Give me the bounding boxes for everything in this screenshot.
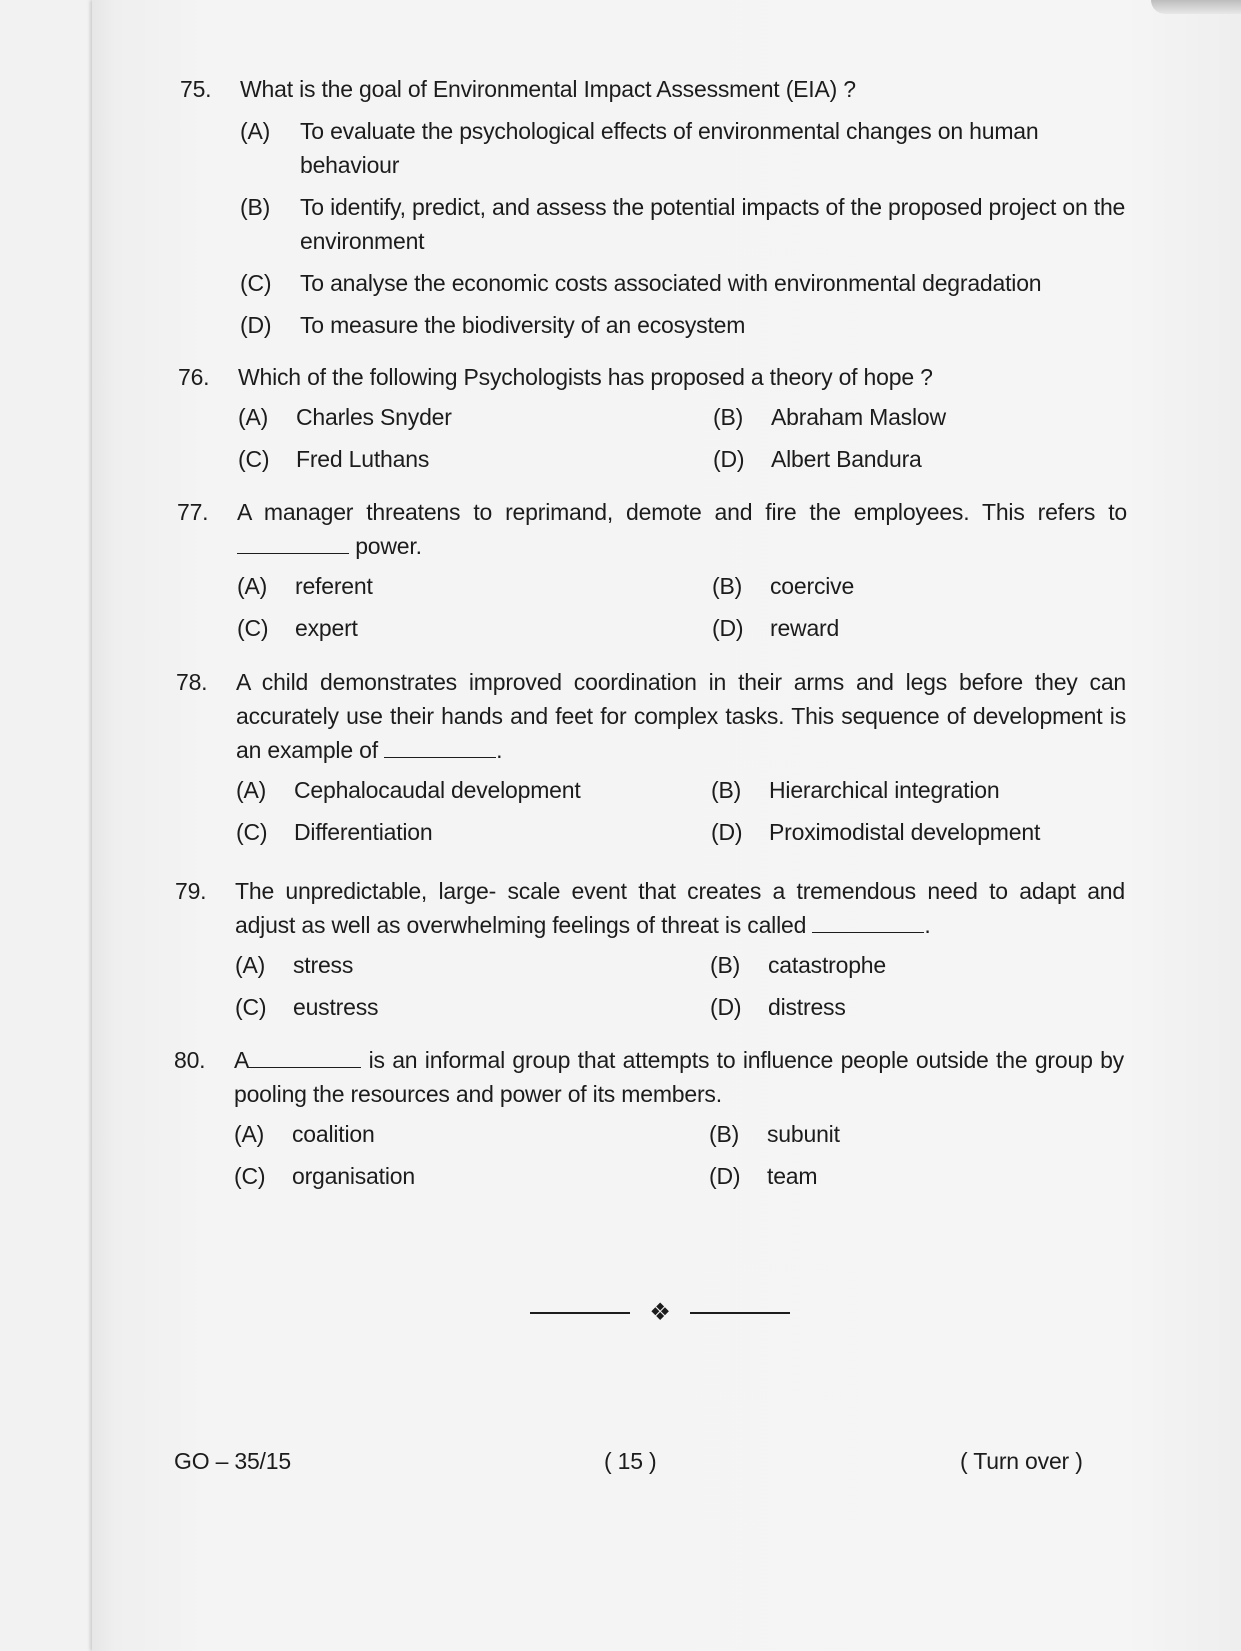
- option-a: [240, 114, 1130, 182]
- option-a: [237, 569, 712, 603]
- question-text-after: .: [924, 912, 931, 938]
- option-c: [235, 990, 710, 1024]
- question-80: [174, 1043, 1124, 1193]
- question-number: 78.: [176, 669, 208, 695]
- option-text: Albert Bandura: [771, 446, 922, 472]
- option-label: (D): [713, 446, 745, 472]
- question-number: 76.: [178, 364, 210, 390]
- option-b: [713, 400, 1113, 434]
- question-number: 79.: [175, 878, 207, 904]
- option-label: (B): [711, 777, 742, 803]
- option-text: To identify, predict, and assess the potential impacts of the proposed project on the environment: [300, 194, 1126, 254]
- end-divider: [530, 1298, 790, 1328]
- question-77: [177, 495, 1127, 645]
- paper-code: GO – 35/15: [174, 1448, 291, 1474]
- option-text: coalition: [292, 1121, 375, 1147]
- option-c: [234, 1159, 709, 1193]
- option-b: [240, 190, 1130, 258]
- option-label: (C): [235, 994, 267, 1020]
- option-text: coercive: [770, 573, 855, 599]
- option-d: [709, 1159, 1109, 1193]
- option-label: (A): [234, 1121, 265, 1147]
- answer-blank: [384, 737, 496, 758]
- option-text: expert: [295, 615, 358, 641]
- question-text-before: The unpredictable, large- scale event that creates a tremendous need to adapt and adjust as well as overwhelming feelings of threat is called: [235, 878, 1125, 938]
- option-label: (A): [240, 118, 271, 144]
- question-76: [178, 360, 1128, 476]
- question-number: 80.: [174, 1047, 206, 1073]
- option-text: To evaluate the psychological effects of environmental changes on human behaviour: [300, 118, 1039, 178]
- question-text: Which of the following Psychologists has proposed a theory of hope ?: [238, 364, 933, 390]
- option-text: Hierarchical integration: [769, 777, 1000, 803]
- question-text: [237, 495, 1127, 563]
- option-c: [240, 266, 1130, 300]
- option-a: [238, 400, 713, 434]
- turn-over-note: ( Turn over ): [960, 1448, 1083, 1474]
- option-label: (D): [709, 1163, 741, 1189]
- option-label: (C): [234, 1163, 266, 1189]
- option-b: [712, 569, 1112, 603]
- option-label: (A): [238, 404, 269, 430]
- option-text: distress: [768, 994, 846, 1020]
- option-a: [234, 1117, 709, 1151]
- option-text: Charles Snyder: [296, 404, 452, 430]
- option-d: [240, 308, 1130, 342]
- option-label: (B): [712, 573, 743, 599]
- options-grid: [236, 773, 1126, 849]
- option-d: [712, 611, 1112, 645]
- question-text-before: A child demonstrates improved coordination in their arms and legs before they can accurately use their hands and feet for complex tasks. This sequence of development is an example of: [236, 669, 1126, 763]
- option-text: reward: [770, 615, 840, 641]
- options-grid: [237, 569, 1127, 645]
- option-label: (C): [237, 615, 269, 641]
- option-text: Fred Luthans: [296, 446, 430, 472]
- question-text: [234, 1043, 1124, 1111]
- option-d: [713, 442, 1113, 476]
- page-number: ( 15 ): [604, 1448, 657, 1474]
- option-label: (C): [240, 270, 272, 296]
- option-b: [710, 948, 1110, 982]
- option-text: To analyse the economic costs associated with environmental degradation: [300, 270, 1042, 296]
- divider-line-right: [690, 1312, 790, 1314]
- option-label: (A): [236, 777, 267, 803]
- divider-line-left: [530, 1312, 630, 1314]
- answer-blank: [237, 533, 349, 554]
- option-label: (B): [710, 952, 741, 978]
- options-grid: [238, 400, 1128, 476]
- question-text-after: power.: [355, 533, 422, 559]
- question-text-before: A: [234, 1047, 250, 1073]
- option-text: referent: [295, 573, 373, 599]
- option-text: Proximodistal development: [769, 819, 1041, 845]
- option-label: (A): [235, 952, 266, 978]
- question-text: [236, 665, 1126, 767]
- option-b: [711, 773, 1111, 807]
- option-d: [710, 990, 1110, 1024]
- question-text-after: .: [496, 737, 503, 763]
- options-grid: [234, 1117, 1124, 1193]
- option-text: To measure the biodiversity of an ecosystem: [300, 312, 746, 338]
- option-label: (D): [711, 819, 743, 845]
- option-label: (D): [240, 312, 272, 338]
- option-text: eustress: [293, 994, 379, 1020]
- option-label: (B): [709, 1121, 740, 1147]
- option-text: stress: [293, 952, 354, 978]
- answer-blank: [812, 912, 924, 933]
- question-78: [176, 665, 1126, 849]
- option-b: [709, 1117, 1109, 1151]
- options-grid: [235, 948, 1125, 1024]
- option-label: (C): [236, 819, 268, 845]
- question-75: [180, 72, 1130, 342]
- option-c: [236, 815, 711, 849]
- option-label: (B): [713, 404, 744, 430]
- diamond-ornament-icon: ❖: [649, 1299, 671, 1326]
- option-text: organisation: [292, 1163, 415, 1189]
- option-text: Abraham Maslow: [771, 404, 946, 430]
- option-text: Differentiation: [294, 819, 433, 845]
- option-c: [238, 442, 713, 476]
- option-label: (D): [710, 994, 742, 1020]
- option-a: [236, 773, 711, 807]
- option-a: [235, 948, 710, 982]
- option-c: [237, 611, 712, 645]
- option-text: catastrophe: [768, 952, 886, 978]
- option-text: Cephalocaudal development: [294, 777, 581, 803]
- question-number: 77.: [177, 499, 209, 525]
- option-label: (A): [237, 573, 268, 599]
- question-number: 75.: [180, 76, 212, 102]
- option-label: (C): [238, 446, 270, 472]
- question-79: [175, 874, 1125, 1024]
- question-text: [235, 874, 1125, 942]
- option-label: (D): [712, 615, 744, 641]
- question-text-before: A manager threatens to reprimand, demote and fire the employees. This refers to: [237, 499, 1127, 525]
- question-text-after: is an informal group that attempts to influence people outside the group by pooling the resources and power of its members.: [234, 1047, 1124, 1107]
- question-text: What is the goal of Environmental Impact Assessment (EIA) ?: [240, 76, 856, 102]
- option-text: team: [767, 1163, 818, 1189]
- answer-blank: [249, 1047, 361, 1068]
- option-text: subunit: [767, 1121, 840, 1147]
- option-label: (B): [240, 194, 271, 220]
- option-d: [711, 815, 1111, 849]
